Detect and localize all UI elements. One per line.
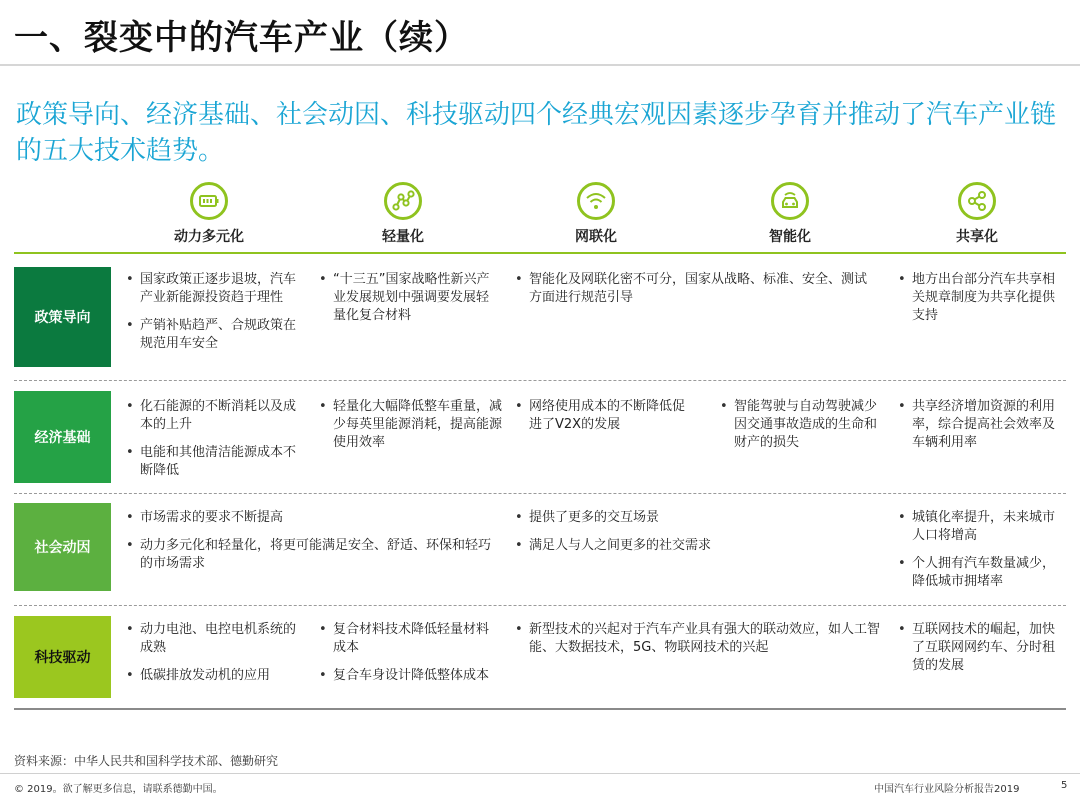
row-label-policy: 政策导向: [14, 267, 111, 367]
cell-technology-lightweight: [319, 621, 495, 695]
source-note: 资料来源：中华人民共和国科学技术部、德勤研究: [14, 754, 279, 768]
list-item: • 智能化及网联化密不可分，国家从战略、标准、安全、测试方面进行规范引导: [515, 271, 873, 307]
list-item: • 城镇化率提升，未来城市人口将增高: [898, 509, 1064, 545]
list-item: • 产销补贴趋严、合规政策在规范用车安全: [126, 317, 298, 353]
cell-technology-connectivity-intelligence: [515, 621, 881, 667]
list-item: • 智能驾驶与自动驾驶减少因交通事故造成的生命和财产的损失: [720, 398, 880, 452]
cell-society-connectivity-intelligence: [515, 509, 873, 565]
wifi-signal-icon: [577, 182, 615, 220]
cell-policy-sharing: [898, 271, 1064, 335]
row-label-society: 社会动因: [14, 503, 111, 591]
cell-policy-power: [126, 271, 298, 363]
column-header-sharing: 共享化: [956, 229, 998, 245]
column-header-power-diversification: 动力多元化: [174, 229, 244, 245]
battery-icon: [190, 182, 228, 220]
report-title-footer: 中国汽车行业风险分析报告2019: [874, 784, 1020, 795]
cell-economy-connectivity: [515, 398, 695, 444]
list-item: • 共享经济增加资源的利用率，综合提高社会效率及车辆利用率: [898, 398, 1064, 452]
cell-economy-power: [126, 398, 298, 490]
row-label-economy: 经济基础: [14, 391, 111, 483]
cell-society-sharing: [898, 509, 1064, 601]
row-label-technology: 科技驱动: [14, 616, 111, 698]
cell-society-power-lightweight: [126, 509, 496, 583]
row-divider: [14, 493, 1066, 494]
table-bottom-rule: [14, 708, 1066, 710]
list-item: • 复合车身设计降低整体成本: [319, 667, 495, 685]
list-item: • 轻量化大幅降低整车重量，减少每英里能源消耗，提高能源使用效率: [319, 398, 503, 452]
list-item: • 新型技术的兴起对于汽车产业具有强大的联动效应，如人工智能、大数据技术，5G、物联网技术的兴起: [515, 621, 881, 657]
share-icon: [958, 182, 996, 220]
cell-policy-connectivity-intelligence: [515, 271, 873, 317]
list-item: • 提供了更多的交互场景: [515, 509, 873, 527]
list-item: • 动力多元化和轻量化，将更可能满足安全、舒适、环保和轻巧的市场需求: [126, 537, 496, 573]
column-header-intelligence: 智能化: [769, 229, 811, 245]
page-number: 5: [1061, 780, 1068, 791]
list-item: • 地方出台部分汽车共享相关规章制度为共享化提供支持: [898, 271, 1064, 325]
list-item: • 化石能源的不断消耗以及成本的上升: [126, 398, 298, 434]
table-top-rule: [14, 252, 1066, 254]
cell-economy-lightweight: [319, 398, 503, 462]
column-header-connectivity: 网联化: [575, 229, 617, 245]
list-item: • 个人拥有汽车数量减少，降低城市拥堵率: [898, 555, 1064, 591]
page-title: 一、裂变中的汽车产业（续）: [14, 18, 469, 58]
page-subtitle: 政策导向、经济基础、社会动因、科技驱动四个经典宏观因素逐步孕育并推动了汽车产业链的五大技术趋势。: [16, 100, 1057, 166]
cell-policy-lightweight: [319, 271, 493, 335]
list-item: • 互联网技术的崛起，加快了互联网网约车、分时租赁的发展: [898, 621, 1064, 675]
list-item: • 动力电池、电控电机系统的成熟: [126, 621, 298, 657]
column-header-lightweight: 轻量化: [382, 229, 424, 245]
copyright-text: © 2019。欲了解更多信息，请联系德勤中国。: [14, 784, 223, 795]
list-item: • 复合材料技术降低轻量材料成本: [319, 621, 495, 657]
list-item: • 低碳排放发动机的应用: [126, 667, 298, 685]
smart-car-icon: [771, 182, 809, 220]
list-item: • “十三五”国家战略性新兴产业发展规划中强调要发展轻量化复合材料: [319, 271, 493, 325]
footer-divider: [0, 773, 1080, 774]
list-item: • 满足人与人之间更多的社交需求: [515, 537, 873, 555]
list-item: • 电能和其他清洁能源成本不断降低: [126, 444, 298, 480]
list-item: • 国家政策正逐步退坡，汽车产业新能源投资趋于理性: [126, 271, 298, 307]
list-item: • 市场需求的要求不断提高: [126, 509, 496, 527]
cell-technology-power: [126, 621, 298, 695]
nodes-graph-icon: [384, 182, 422, 220]
title-divider: [0, 64, 1080, 66]
cell-economy-intelligence: [720, 398, 880, 462]
row-divider: [14, 605, 1066, 606]
list-item: • 网络使用成本的不断降低促进了V2X的发展: [515, 398, 695, 434]
cell-technology-sharing: [898, 621, 1064, 685]
row-divider: [14, 380, 1066, 381]
cell-economy-sharing: [898, 398, 1064, 462]
